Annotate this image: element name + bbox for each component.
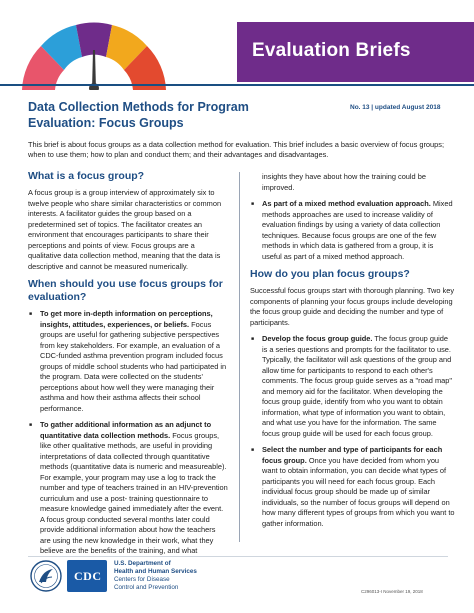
agency-name bbox=[114, 560, 264, 592]
list-item bbox=[250, 445, 455, 529]
heading-how-to-plan: How do you plan focus groups? bbox=[250, 268, 410, 280]
bullet-lead: As part of a mixed method evaluation approach. bbox=[262, 199, 431, 208]
bullet-lead: Develop the focus group guide. bbox=[262, 334, 373, 343]
document-title-line-1: Data Collection Methods for Program bbox=[28, 100, 249, 114]
gauge-icon bbox=[0, 0, 175, 90]
issue-number: No. 13 | updated August 2018 bbox=[350, 104, 441, 111]
bullet-text: Mixed methods approaches are used to increase validity of evaluation findings by using a variety of data collection techniques. Because focus groups are one of the few methods in which data is gathered from a group, it is useful as part of a mixed method approach. bbox=[262, 199, 453, 261]
agency-line-2: Health and Human Services bbox=[114, 568, 197, 575]
intro-paragraph: This brief is about focus groups as a data collection method for evaluation. This brief includes a basic overview of focus groups; when to use them; how to plan and conduct them; and their advantages and disadvantages. bbox=[28, 140, 445, 159]
list-item bbox=[28, 420, 228, 557]
bullet-lead: Select the number and type of participants for each focus group. bbox=[262, 445, 443, 465]
document-code: C296013-I November 19, 2018 bbox=[361, 589, 423, 594]
bullet-lead: To gather additional information as an adjunct to quantitative data collection methods. bbox=[40, 420, 212, 440]
heading-when-to-use: When should you use focus groups for evaluation? bbox=[28, 278, 223, 303]
heading-what-is-focus-group: What is a focus group? bbox=[28, 170, 145, 182]
bullet-text: Focus groups are useful for gathering subjective perspectives from key stakeholders. For example, an evaluation of a CDC-funded asthma prevention program included focus groups of middle school students who had participated in the program. Data were collected on the students' perceptions about how well they were managing their asthma and how their asthma affects their school performance. bbox=[40, 319, 227, 413]
bullet-text: The focus group guide is a series questions and prompts for the facilitator to use. Typically, the facilitator will ask questions of the group and allow time for participants to respond to each other's comments. The focus group guide serves as a "road map" and memory aid for the facilitator. When developing the focus group guide, identify from who you want to obtain information, what type of information you want to obtain, and what use you have for the information. The same focus group guide will be used for each focus group. bbox=[262, 334, 452, 438]
brief-title: Evaluation Briefs bbox=[252, 40, 411, 61]
planning-list bbox=[250, 334, 455, 529]
paragraph-planning: Successful focus groups start with thorough planning. Two key components of planning your focus groups include developing the focus group guide and deciding the number and type of participants. bbox=[250, 286, 455, 327]
agency-line-3: Centers for Disease bbox=[114, 576, 170, 583]
footer-rule bbox=[28, 556, 448, 557]
agency-line-4: Control and Prevention bbox=[114, 584, 179, 591]
cdc-logo-text: CDC bbox=[74, 569, 102, 583]
bullet-lead: To get more in-depth information on perceptions, insights, attitudes, experiences, or beliefs. bbox=[40, 309, 213, 329]
when-to-use-list bbox=[28, 309, 228, 557]
hhs-seal-icon bbox=[30, 560, 62, 592]
bullet-text: Focus groups, like other qualitative methods, are useful in providing interpretations of data collected through quantitative methods (quantitative data is numeric and measureable). For example, your program may use a log to track the number and type of teachers trained in an HIV-prevention curriculum and use a post- training questionnaire to measure knowledge gained immediately after the event. A focus group conducted several months later could provide additional information about how the teachers are using the new knowledge in their work, what they believe are the benefits of the training, and what bbox=[40, 430, 228, 555]
right-column bbox=[250, 172, 455, 535]
list-item bbox=[250, 334, 455, 439]
left-column bbox=[28, 170, 228, 563]
list-item bbox=[250, 199, 455, 262]
agency-line-1: U.S. Department of bbox=[114, 560, 171, 567]
document-title-line-2: Evaluation: Focus Groups bbox=[28, 116, 184, 130]
header-rule bbox=[0, 84, 474, 86]
bullet-text: Once you have decided from whom you want to obtain information, you can decide what types of participants you will need for each focus group. Each individual focus group should be made up of similar individuals, so the number of focus groups will depend on how many different types of groups from which you want to gather information. bbox=[262, 455, 455, 528]
paragraph-continued: insights they have about how the training could be improved. bbox=[262, 172, 426, 192]
mixed-method-list bbox=[250, 199, 455, 262]
document-title bbox=[28, 99, 328, 131]
list-item bbox=[28, 309, 228, 414]
column-divider bbox=[239, 172, 240, 542]
paragraph-definition: A focus group is a group interview of approximately six to twelve people who share similar characteristics or common interests. A facilitator guides the group based on a predetermined set of topics. The facilitator creates an environment that encourages participants to share their perceptions and points of view. Focus groups are a qualitative data collection method, meaning that the data is descriptive and cannot be measured numerically. bbox=[28, 188, 222, 271]
header bbox=[0, 0, 474, 90]
